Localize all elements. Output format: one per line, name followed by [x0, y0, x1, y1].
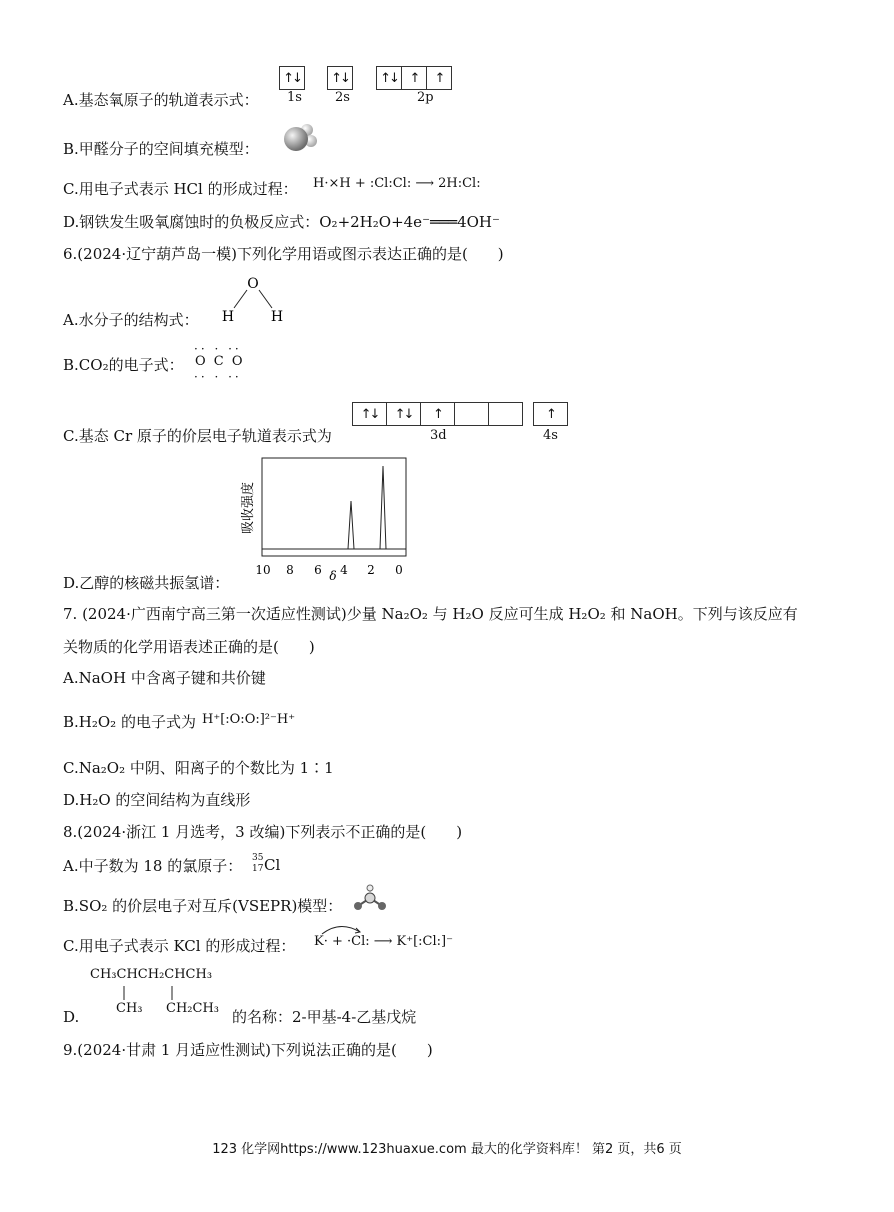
- q5-option-a: [63, 90, 259, 110]
- q6-option-a: [63, 310, 199, 330]
- q6-option-b: [63, 355, 184, 375]
- label-3d: 3d: [430, 428, 447, 443]
- water-o-atom: O: [247, 276, 259, 292]
- q6-option-d-text: D.乙醇的核磁共振氢谱：: [63, 574, 230, 592]
- electron-transfer-arrow: [318, 922, 368, 936]
- co2-dots-bottom: ·· · ··: [194, 370, 242, 384]
- orbital-1s: ↑↓: [279, 66, 305, 90]
- q9-stem: 9.(2024·甘肃 1 月适应性测试)下列说法正确的是( ): [63, 1041, 433, 1059]
- water-h-atom-left: H: [221, 309, 235, 325]
- q7-option-d: D.H₂O 的空间结构为直线形: [63, 791, 251, 809]
- q7-option-c: C.Na₂O₂ 中阴、阳离子的个数比为 1∶1: [63, 759, 334, 777]
- q6-stem: 6.(2024·辽宁葫芦岛一模)下列化学用语或图示表达正确的是( ): [63, 245, 504, 263]
- q6-option-c-text: C.基态 Cr 原子的价层电子轨道表示式为: [63, 427, 332, 445]
- q6-option-d: [63, 573, 229, 593]
- q8-option-b: [63, 896, 342, 916]
- so2-vsepr-model: [352, 884, 388, 914]
- q5-option-c: [63, 179, 298, 199]
- label-4s: 4s: [543, 428, 558, 443]
- chlorine-isotope-symbol: [252, 853, 282, 877]
- nmr-x-tick-8: 8: [286, 563, 294, 577]
- label-2s: 2s: [335, 90, 350, 105]
- q8-option-a-text: A.中子数为 18 的氯原子：: [63, 857, 243, 875]
- isotope-element-symbol: Cl: [264, 856, 281, 874]
- q8-option-a: [63, 856, 242, 876]
- nmr-x-axis-label: δ: [329, 569, 337, 582]
- organic-branch-methyl: CH₃: [116, 1001, 143, 1016]
- co2-dots-top: ·· · ··: [194, 342, 242, 356]
- page-footer: 123 化学网https://www.123huaxue.com 最大的化学资料库！ 第2 页，共6 页: [212, 1142, 682, 1157]
- formaldehyde-space-filling-model: [280, 122, 320, 154]
- nmr-x-tick-4: 4: [340, 563, 348, 577]
- nmr-x-tick-10: 10: [255, 563, 271, 577]
- q5-option-a-text: A.基态氧原子的轨道表示式：: [63, 91, 259, 109]
- q7-option-a: A.NaOH 中含离子键和共价键: [63, 669, 266, 687]
- kcl-formation-formula: K· + ·Cl: ⟶ K⁺[:Cl:]⁻: [314, 934, 453, 949]
- q6-option-c: [63, 426, 332, 446]
- q5-option-d: [63, 212, 500, 232]
- q6-option-b-text: B.CO₂的电子式：: [63, 356, 184, 374]
- nmr-y-axis-label: 吸收强度: [241, 481, 256, 535]
- h2o2-electron-formula: H⁺[:O:O:]²⁻H⁺: [202, 712, 296, 727]
- organic-branch-bonds: [90, 984, 230, 1002]
- q7-stem-line2: 关物质的化学用语表述正确的是( ): [63, 638, 315, 656]
- nmr-x-tick-6: 6: [314, 563, 322, 577]
- q8-option-d-text: 的名称：2-甲基-4-乙基戊烷: [232, 1008, 417, 1026]
- q5-option-d-text: D.钢铁发生吸氧腐蚀时的负极反应式：O₂+2H₂O+4e⁻═══4OH⁻: [63, 213, 500, 231]
- isotope-atomic-number: 17: [252, 864, 264, 874]
- q8-stem: 8.(2024·浙江 1 月选考，3 改编)下列表示不正确的是( ): [63, 823, 463, 841]
- nmr-x-tick-2: 2: [367, 563, 375, 577]
- q8-option-b-text: B.SO₂ 的价层电子对互斥(VSEPR)模型：: [63, 897, 343, 915]
- organic-main-chain: CH₃CHCH₂CHCH₃: [90, 967, 213, 982]
- q5-option-b-text: B.甲醛分子的空间填充模型：: [63, 140, 259, 158]
- q7-stem-line1: 7. (2024·广西南宁高三第一次适应性测试)少量 Na₂O₂ 与 H₂O 反应可生成 H₂O₂ 和 NaOH。下列与该反应有: [63, 605, 798, 623]
- orbital-4s: ↑: [533, 402, 568, 426]
- water-structural-formula: [218, 274, 288, 326]
- isotope-mass-number: 35: [252, 853, 264, 863]
- q7-option-b: [63, 712, 196, 732]
- q8-option-c-text: C.用电子式表示 KCl 的形成过程：: [63, 937, 296, 955]
- label-2p: 2p: [417, 90, 434, 105]
- label-1s: 1s: [287, 90, 302, 105]
- co2-electron-formula: O C O: [195, 354, 245, 369]
- orbital-3d: ↑↓ ↑↓ ↑: [352, 402, 523, 426]
- q8-option-c: [63, 936, 295, 956]
- q7-option-b-text: B.H₂O₂ 的电子式为: [63, 713, 196, 731]
- ethanol-nmr-spectrum: [240, 456, 415, 582]
- orbital-2s: ↑↓: [327, 66, 353, 90]
- q5-option-c-text: C.用电子式表示 HCl 的形成过程：: [63, 180, 298, 198]
- hcl-formation-formula: H·×H + :Cl:Cl: ⟶ 2H:Cl:: [313, 176, 481, 191]
- q6-option-a-text: A.水分子的结构式：: [63, 311, 199, 329]
- water-h-atom-right: H: [270, 309, 284, 325]
- organic-branch-ethyl: CH₂CH₃: [166, 1001, 219, 1016]
- nmr-x-tick-0: 0: [395, 563, 403, 577]
- orbital-2p: ↑↓ ↑ ↑: [376, 66, 452, 90]
- q8-option-d-label: D.: [63, 1008, 80, 1026]
- q5-option-b: [63, 139, 259, 159]
